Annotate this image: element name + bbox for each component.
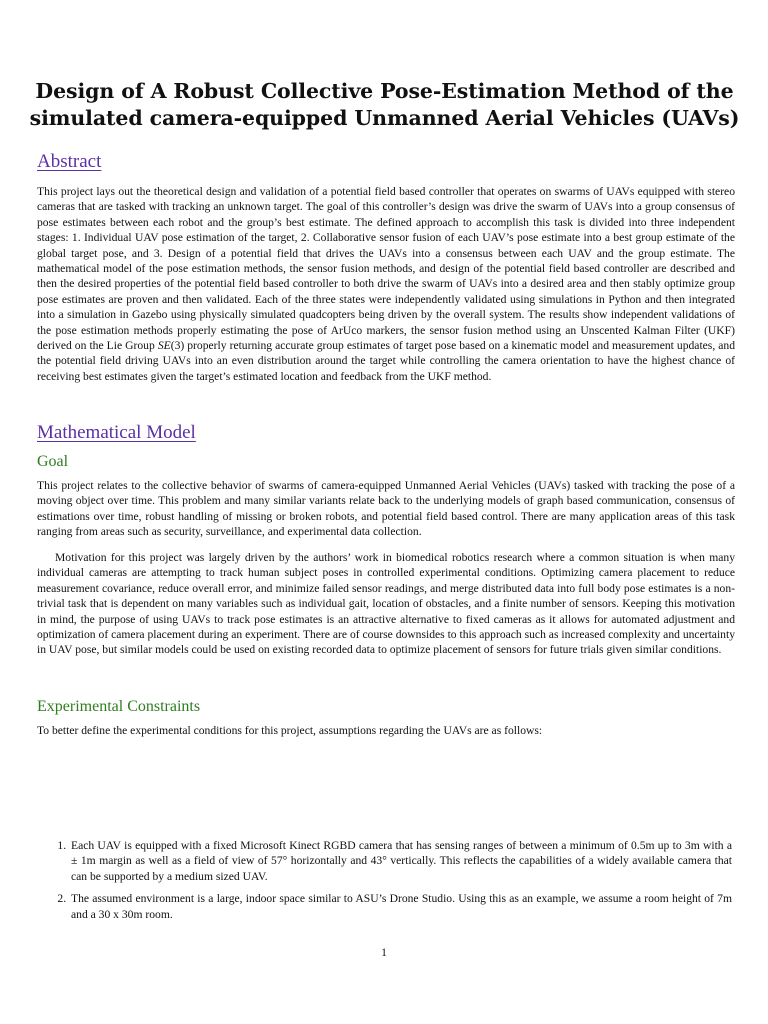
document-page <box>29 78 740 132</box>
mathematical-model-heading: Mathematical Model <box>37 422 196 443</box>
page-number: 1 <box>381 946 387 959</box>
title-line-2: simulated camera-equipped Unmanned Aerial Vehicles (UAVs) <box>29 106 740 130</box>
lie-group-symbol: SE <box>157 339 171 353</box>
goal-paragraph-2: Motivation for this project was largely driven by the authors’ work in biomedical robotics research where a common situation is when many individual cameras are attempting to track human subject poses in controlled experimental conditions. Optimizing camera placement to reduce measurement covariance, reduce overall error, and minimize failed sensor readings, and merge distributed data into full body pose estimates is a non-trivial task that is dependent on many variables such as individual gait, location of obstacles, and a finite number of sensors. Keeping this motivation in mind, the purpose of using UAVs to track pose estimates is an attractive alternative to fixed cameras as it allows for automated adjustment and optimization of camera placement during an experiment. There are of course downsides to this approach such as increased complexity and uncertainty in UAV pose, but similar models could be used on existing recorded data to optimize placement of sensors for future trials given similar conditions. <box>37 551 735 657</box>
goal-paragraph-1: This project relates to the collective behavior of swarms of camera-equipped Unmanned Aerial Vehicles (UAVs) tasked with tracking the pose of a moving object over time. This problem and many similar variants relate back to the underlying models of graph based communication, consensus of estimations over time, robust handling of missing or broken robots, and potential field based control. There are many application areas of this task ranging from areas such as security, surveillance, and experimental data collection. <box>37 479 735 539</box>
abstract-heading: Abstract <box>37 151 102 172</box>
constraint-item: 2. The assumed environment is a large, indoor space similar to ASU’s Drone Studio. Using this as an example, we assume a room height of 7m and a 30 x 30m room. <box>69 891 732 922</box>
goal-heading: Goal <box>37 453 69 470</box>
abstract-text: This project lays out the theoretical design and validation of a potential field based controller that operates on swarms of UAVs equipped with stereo cameras that are tasked with tracking an unknown target. The goal of this controller’s design was drive the swarm of UAVs into a group consensus of pose estimates between each robot and the group’s best estimate. The defined approach to accomplish this task is divided into three independent stages: 1. Individual UAV pose estimation of the target, 2. Collaborative sensor fusion of each UAV’s pose estimate into a best group estimate of the global target pose, and 3. Design of a potential field that drives the UAVs into a consensus between each UAV and the group estimate. The mathematical model of the pose estimation methods, the sensor fusion methods, and design of the potential field based controller are described and then the desired properties of the potential field based controller to both drive the swarm of UAVs into a desired area and then stably optimize group pose estimates are proven and then validated. Each of the three states were independently validated using simulations in Python and then integrated into a simulation in Gazebo using physically simulated quadcopters being driven by the overall system. The results show independent validations of the pose estimation methods properly estimating the pose of ArUco markers, the sensor fusion method using an Unscented Kalman Filter (UKF) derived on the Lie Group SE(3) properly returning accurate group estimates of target pose based on a kinematic model and measurement updates, and the potential field driving UAVs into an even distribution around the target while controlling the camera orientation to have the highest chance of receiving best estimates given the target’s estimated location and feedback from the UKF method. <box>37 185 736 383</box>
constraints-list <box>37 838 732 929</box>
experimental-constraints-heading: Experimental Constraints <box>37 698 201 715</box>
constraints-intro: To better define the experimental conditions for this project, assumptions regarding the UAVs are as follows: <box>37 724 543 737</box>
paper-title <box>25 78 744 132</box>
title-line-1: Design of A Robust Collective Pose-Estimation Method of the <box>35 79 734 103</box>
constraint-item: 1. Each UAV is equipped with a fixed Microsoft Kinect RGBD camera that has sensing ranges of between a minimum of 0.5m up to 3m with a ± 1m margin as well as a field of view of 57° horizontally and 43° vertically. This reflects the capabilities of a widely available camera that can be supported by a medium sized UAV. <box>69 838 732 884</box>
